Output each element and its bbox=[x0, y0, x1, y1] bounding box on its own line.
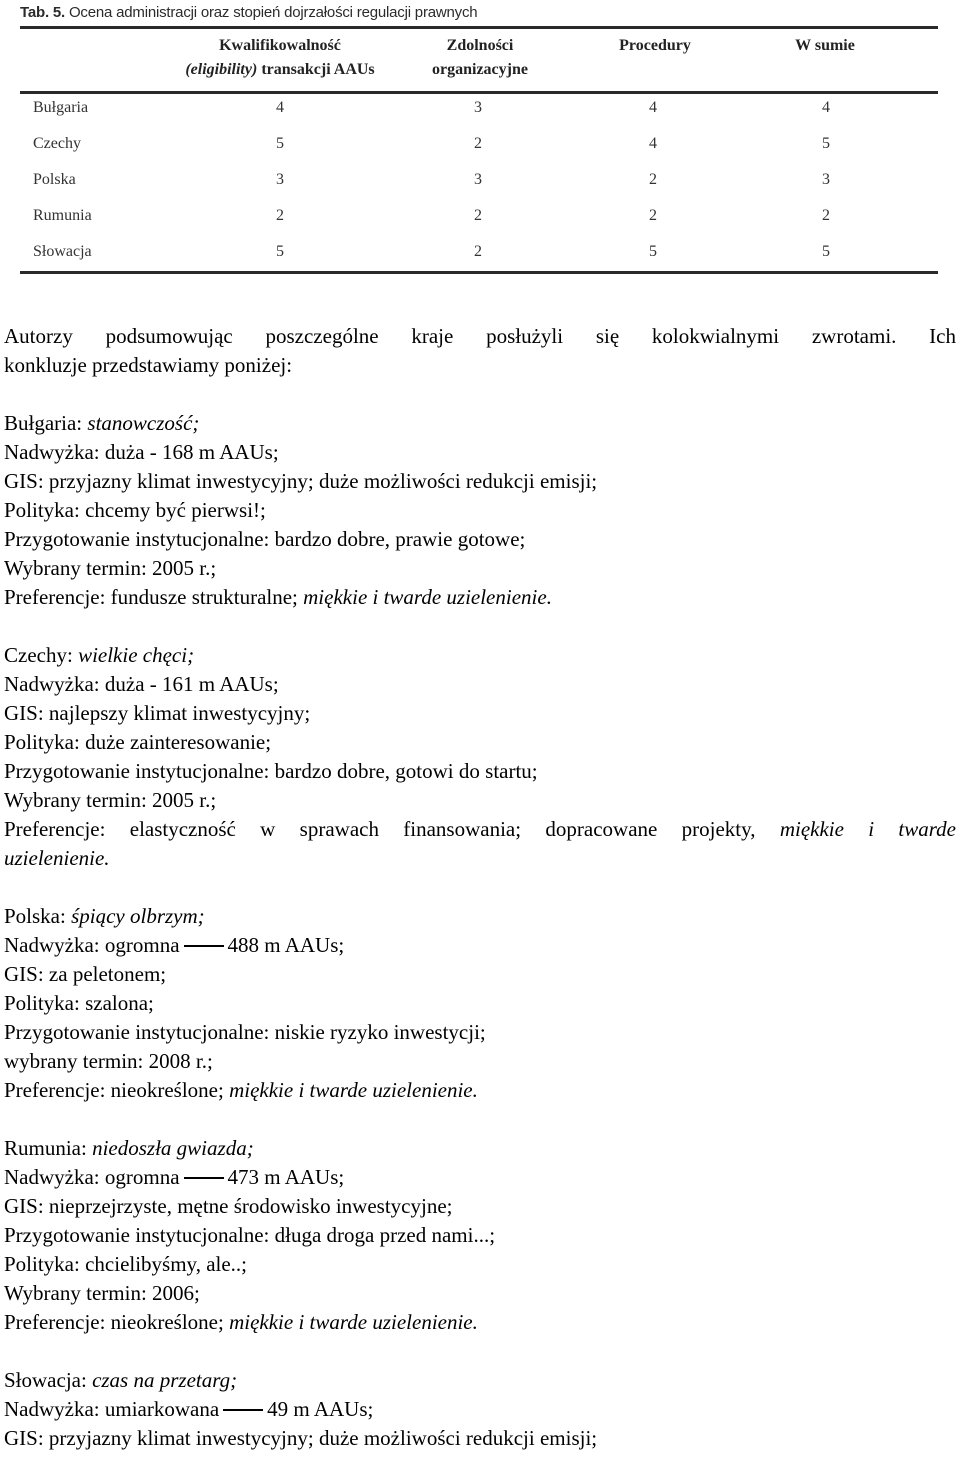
country-section-bulgaria: Bułgaria: stanowczość; Nadwyżka: duża - 168 m AAUs; GIS: przyjazny klimat inwestycyjny; duże możliwości redukcji emisji; Polityka: chcemy być pierwsi!; Przygotowanie instytucjonalne: bardzo dobre, prawie gotowe; Wybrany termin: 2005 r.; Preferencje: fundusze strukturalne; miękkie i twarde uzielenienie. bbox=[4, 411, 598, 609]
country-section-slowacja: Słowacja: czas na przetarg; Nadwyżka: umiarkowana 49 m AAUs; GIS: przyjazny klimat inwestycyjny; duże możliwości redukcji emisji; bbox=[4, 1368, 598, 1450]
country-section-czechy: Czechy: wielkie chęci; Nadwyżka: duża - 161 m AAUs; GIS: najlepszy klimat inwestycyjny; Polityka: duże zainteresowanie; Przygotowanie instytucjonalne: bardzo dobre, gotowi do startu; Wybrany termin: 2005 r.; Preferencje: elastyczność w sprawach finansowania; dopracowane projekty, miękkie i twarde uzielenienie. bbox=[4, 643, 956, 870]
table-caption-number: Tab. 5. bbox=[20, 4, 65, 21]
table-caption-text: Ocena administracji oraz stopień dojrzałości regulacji prawnych bbox=[68, 4, 478, 21]
intro-paragraph: Autorzy podsumowując poszczególne kraje posłużyli się kolokwialnymi zwrotami. Ich konkluzje przedstawiamy poniżej: bbox=[4, 324, 956, 377]
em-dash bbox=[184, 945, 224, 947]
country-section-polska: Polska: śpiący olbrzym; Nadwyżka: ogromna 488 m AAUs; GIS: za peletonem; Polityka: szalona; Przygotowanie instytucjonalne: niskie ryzyko inwestycji; wybrany termin: 2008 r.; Preferencje: nieokreślone; miękkie i twarde uzielenienie. bbox=[4, 904, 486, 1102]
table-bottom-rule bbox=[20, 271, 938, 274]
em-dash bbox=[223, 1409, 263, 1411]
header-procedures: Procedury bbox=[619, 37, 691, 54]
header-eligibility: Kwalifikowalność (eligibility) transakcji AAUs bbox=[185, 37, 375, 78]
document-body bbox=[4, 322, 956, 1482]
table-top-rule bbox=[20, 26, 938, 29]
table-header-rule bbox=[20, 91, 938, 94]
em-dash bbox=[184, 1177, 224, 1179]
header-organizational: Zdolności organizacyjne bbox=[432, 37, 528, 78]
header-total: W sumie bbox=[795, 37, 855, 54]
country-section-rumunia: Rumunia: niedoszła gwiazda; Nadwyżka: ogromna 473 m AAUs; GIS: nieprzejrzyste, mętne środowisko inwestycyjne; Przygotowanie instytucjonalne: długa droga przed nami...; Polityka: chcielibyśmy, ale..; Wybrany termin: 2006; Preferencje: nieokreślone; miękkie i twarde uzielenienie. bbox=[4, 1136, 496, 1334]
table-caption bbox=[20, 4, 477, 21]
